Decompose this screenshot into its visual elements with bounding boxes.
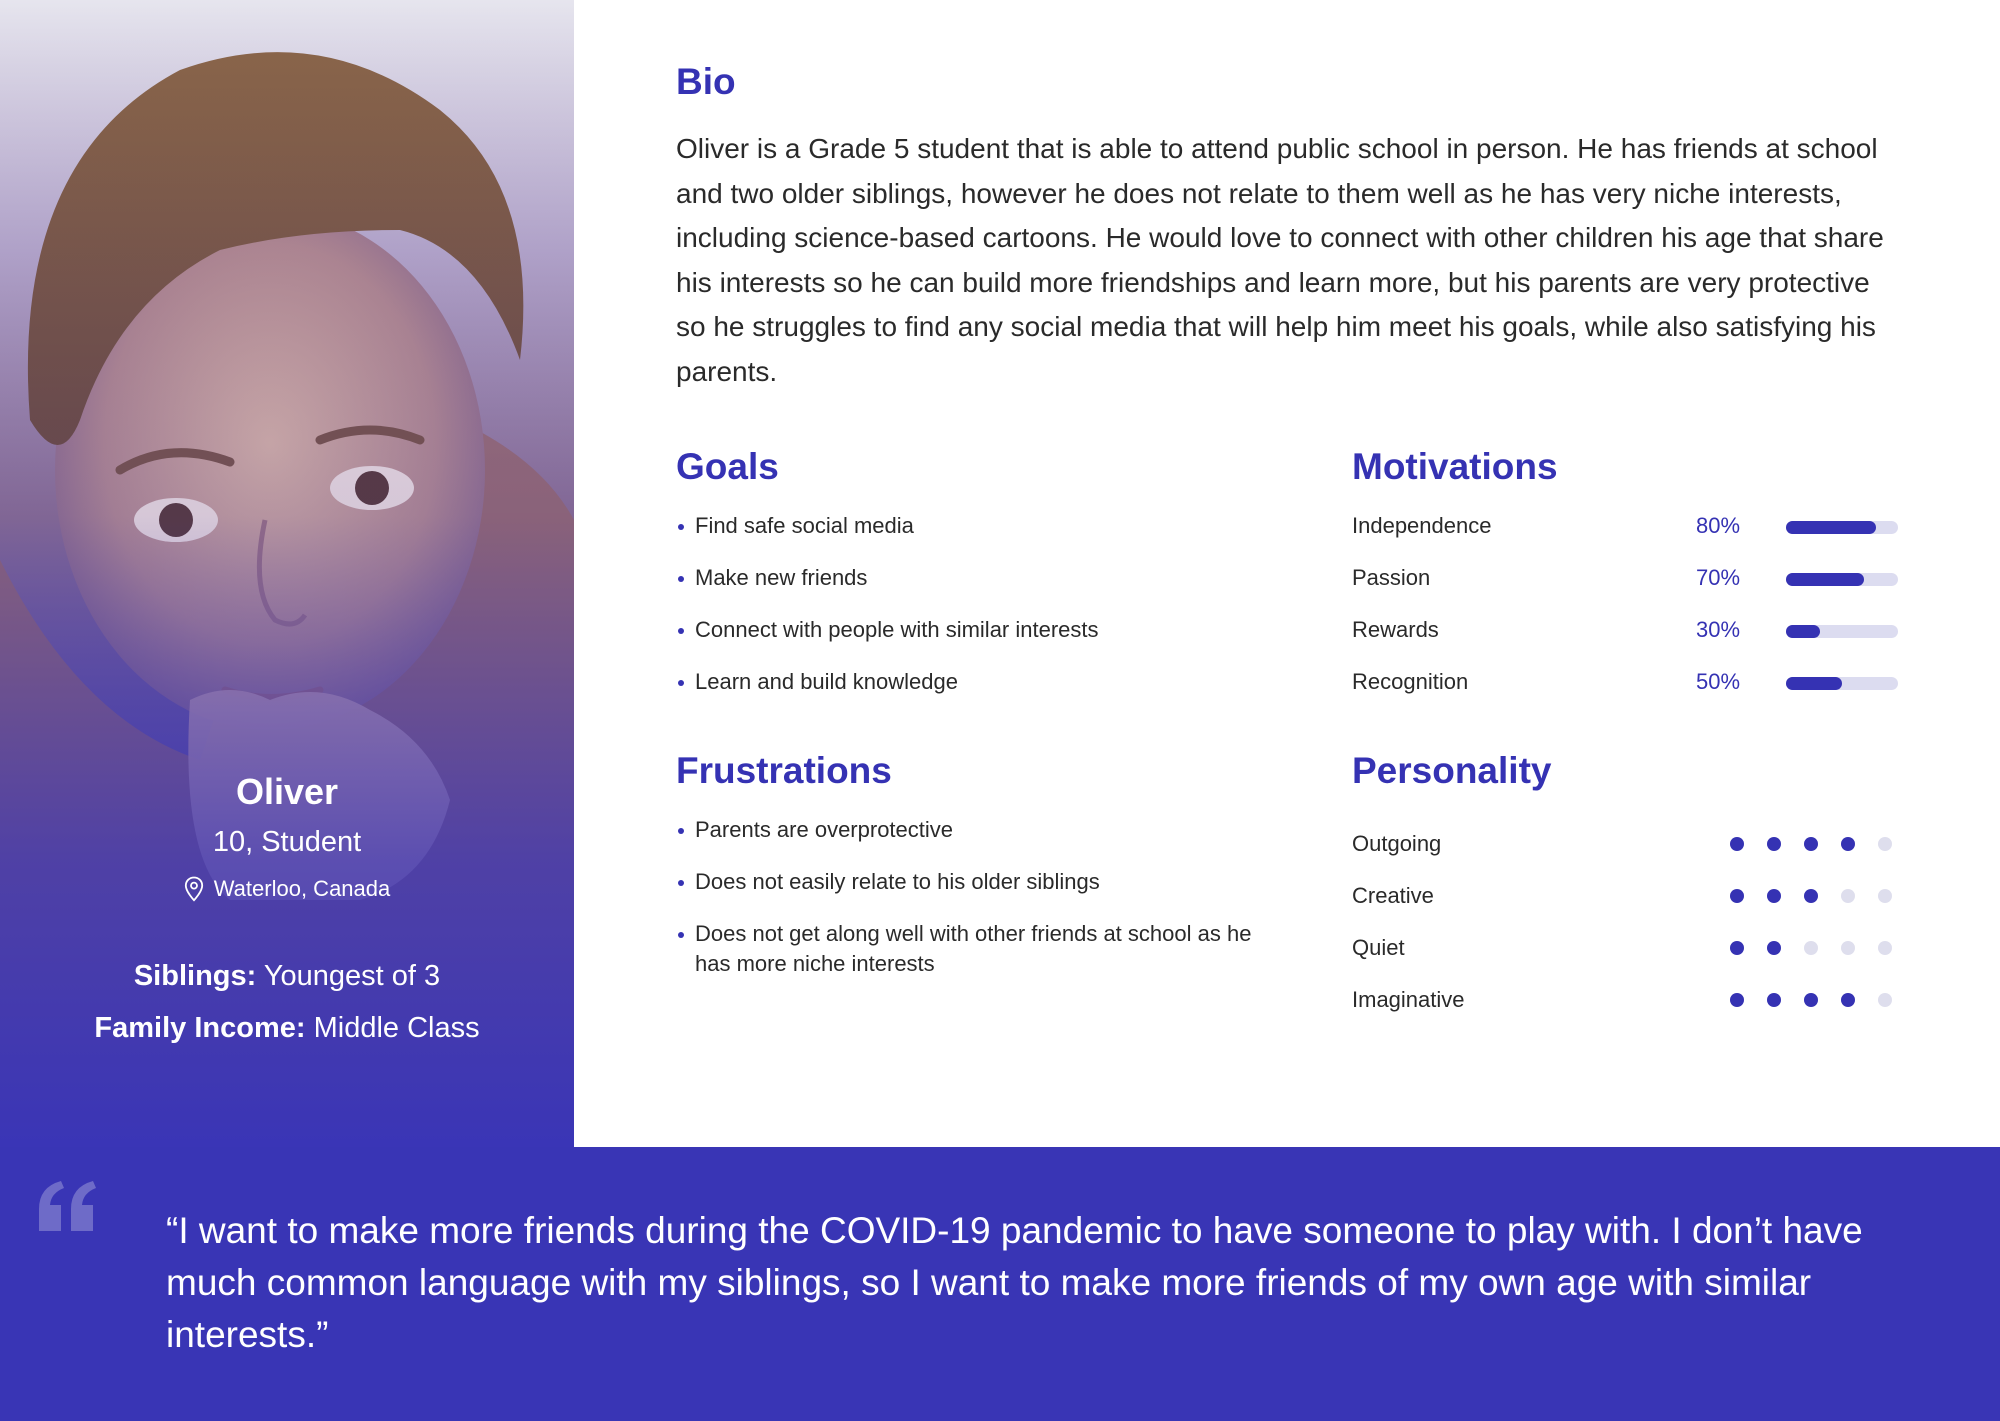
motivations-heading: Motivations <box>1352 446 1558 487</box>
motivation-row-passion: Passion 70% <box>1352 563 1898 593</box>
frustrations-list <box>676 815 1266 1001</box>
motivation-label: Recognition <box>1352 669 1469 694</box>
rating-dot-filled <box>1767 993 1781 1007</box>
motivation-bar-track <box>1786 573 1898 586</box>
personality-label: Outgoing <box>1352 831 1442 856</box>
personality-label: Imaginative <box>1352 987 1465 1012</box>
income-label: Family Income: <box>94 1012 306 1044</box>
goal-item: Learn and build knowledge <box>676 667 1276 697</box>
quote-banner <box>0 1147 2000 1421</box>
motivation-bar-track <box>1786 521 1898 534</box>
goals-list <box>676 511 1276 719</box>
rating-dot-filled <box>1730 837 1744 851</box>
personality-label: Creative <box>1352 883 1434 908</box>
goal-item: Find safe social media <box>676 511 1276 541</box>
bio-text: Oliver is a Grade 5 student that is able to attend public school in person. He has friends at school and two older siblings, however he does not relate to them well as he has very niche interests, including science-based cartoons. He would love to connect with other children his age that share his interests so he can build more friendships and learn more, but his parents are very protective so he struggles to find any social media that will help him meet his goals, while also satisfying his parents. <box>676 133 1884 387</box>
personality-row-outgoing <box>1352 829 1898 859</box>
rating-dot-filled <box>1767 837 1781 851</box>
map-pin-icon <box>184 876 204 902</box>
income-value: Middle Class <box>313 1012 480 1044</box>
motivation-row-recognition: Recognition 50% <box>1352 667 1898 697</box>
motivation-bar-fill <box>1786 521 1876 534</box>
rating-dot-filled <box>1730 993 1744 1007</box>
motivation-bar-fill <box>1786 573 1864 586</box>
frustration-item: Parents are overprotective <box>676 815 1266 845</box>
rating-dot-empty <box>1878 889 1892 903</box>
goal-item: Make new friends <box>676 563 1276 593</box>
rating-dot-filled <box>1804 837 1818 851</box>
motivation-bar-track <box>1786 677 1898 690</box>
frustration-item: Does not get along well with other friends at school as he has more niche interests <box>676 919 1266 979</box>
quote-text: “I want to make more friends during the COVID-19 pandemic to have someone to play with. I don’t have much common language with my siblings, so I want to make more friends of my own age with similar interests.” <box>166 1210 1863 1355</box>
rating-dot-filled <box>1804 889 1818 903</box>
goal-item: Connect with people with similar interests <box>676 615 1276 645</box>
profile-name: Oliver <box>235 771 339 812</box>
siblings-value: Youngest of 3 <box>263 960 441 992</box>
rating-dot-empty <box>1841 889 1855 903</box>
rating-dot-empty <box>1878 837 1892 851</box>
rating-dot-filled <box>1730 889 1744 903</box>
personality-row-imaginative <box>1352 985 1898 1015</box>
motivation-row-independence: Independence 80% <box>1352 511 1898 541</box>
personality-heading: Personality <box>1352 750 1552 791</box>
goals-heading: Goals <box>676 446 779 487</box>
profile-info <box>0 770 574 1054</box>
rating-dot-empty <box>1878 993 1892 1007</box>
motivation-row-rewards: Rewards 30% <box>1352 615 1898 645</box>
rating-dot-empty <box>1841 941 1855 955</box>
motivation-label: Passion <box>1352 565 1431 590</box>
rating-dot-filled <box>1730 941 1744 955</box>
profile-age-role: 10, Student <box>212 826 362 858</box>
rating-dot-filled <box>1767 941 1781 955</box>
personality-row-quiet <box>1352 933 1898 963</box>
rating-dot-filled <box>1841 993 1855 1007</box>
bio-heading: Bio <box>676 61 736 102</box>
motivation-bar-fill <box>1786 677 1842 690</box>
personality-row-creative <box>1352 881 1898 911</box>
rating-dot-empty <box>1804 941 1818 955</box>
location-text: Waterloo, Canada <box>213 876 391 901</box>
rating-dot-filled <box>1767 889 1781 903</box>
rating-dot-filled <box>1804 993 1818 1007</box>
rating-dot-empty <box>1878 941 1892 955</box>
quote-icon <box>35 1179 99 1235</box>
profile-facts <box>0 950 574 1054</box>
income-line <box>0 1002 574 1054</box>
motivation-bar-track <box>1786 625 1898 638</box>
rating-dot-filled <box>1841 837 1855 851</box>
motivation-label: Rewards <box>1352 617 1439 642</box>
siblings-line <box>0 950 574 1002</box>
motivation-bar-fill <box>1786 625 1820 638</box>
siblings-label: Siblings: <box>133 960 257 992</box>
frustration-item: Does not easily relate to his older siblings <box>676 867 1266 897</box>
profile-panel <box>0 0 574 1147</box>
motivation-label: Independence <box>1352 513 1492 538</box>
profile-location <box>0 874 574 904</box>
personality-label: Quiet <box>1352 935 1405 960</box>
frustrations-heading: Frustrations <box>676 750 892 791</box>
